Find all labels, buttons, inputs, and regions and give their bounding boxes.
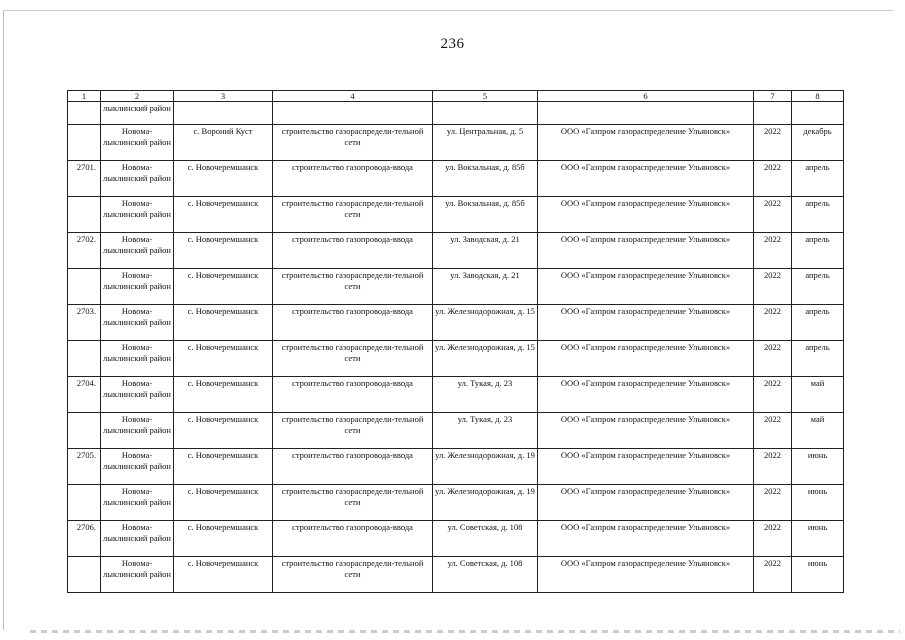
cell-month: июнь — [792, 521, 844, 557]
cell-year: 2022 — [754, 197, 792, 233]
cell-organization: ООО «Газпром газораспределение Ульяновск» — [538, 485, 754, 521]
column-header-2: 2 — [101, 91, 174, 102]
cell-year: 2022 — [754, 305, 792, 341]
gasification-table-wrapper — [67, 90, 843, 593]
cell-settlement: с. Новочеремшанск — [174, 269, 273, 305]
cell-year: 2022 — [754, 485, 792, 521]
cell-year: 2022 — [754, 161, 792, 197]
cell-settlement: с. Новочеремшанск — [174, 305, 273, 341]
cell-work: строительство газораспредели-тельной сети — [273, 557, 433, 593]
table-body — [68, 102, 844, 593]
cell-number: 2704. — [68, 377, 101, 413]
cell-settlement — [174, 102, 273, 125]
cell-address: ул. Железнодорожная, д. 15 — [433, 305, 538, 341]
cell-number — [68, 485, 101, 521]
cell-month: июнь — [792, 557, 844, 593]
cell-month: апрель — [792, 197, 844, 233]
cell-address: ул. Заводская, д. 21 — [433, 269, 538, 305]
table-row — [68, 521, 844, 557]
cell-address: ул. Заводская, д. 21 — [433, 233, 538, 269]
cell-year: 2022 — [754, 413, 792, 449]
cell-work: строительство газопровода-ввода — [273, 377, 433, 413]
cell-address: ул. Железнодорожная, д. 19 — [433, 485, 538, 521]
cell-year: 2022 — [754, 269, 792, 305]
cell-month: апрель — [792, 161, 844, 197]
cell-district: Новома-лыклинский район — [101, 305, 174, 341]
cell-work: строительство газораспредели-тельной сети — [273, 197, 433, 233]
cell-settlement: с. Новочеремшанск — [174, 449, 273, 485]
cell-address: ул. Советская, д. 108 — [433, 521, 538, 557]
cell-district: Новома-лыклинский район — [101, 269, 174, 305]
cell-address: ул. Вокзальная, д. 85б — [433, 197, 538, 233]
cell-number — [68, 341, 101, 377]
column-header-8: 8 — [792, 91, 844, 102]
cell-year: 2022 — [754, 449, 792, 485]
cell-year: 2022 — [754, 521, 792, 557]
cell-number: 2702. — [68, 233, 101, 269]
cell-settlement: с. Новочеремшанск — [174, 377, 273, 413]
cell-district: Новома-лыклинский район — [101, 161, 174, 197]
cell-district: Новома-лыклинский район — [101, 341, 174, 377]
table-row — [68, 413, 844, 449]
cell-settlement: с. Новочеремшанск — [174, 557, 273, 593]
cell-district: Новома-лыклинский район — [101, 557, 174, 593]
cell-address: ул. Железнодорожная, д. 19 — [433, 449, 538, 485]
cell-work: строительство газопровода-ввода — [273, 305, 433, 341]
column-header-3: 3 — [174, 91, 273, 102]
scan-bottom-noise — [30, 630, 900, 633]
cell-month: июнь — [792, 449, 844, 485]
cell-address: ул. Тукая, д. 23 — [433, 413, 538, 449]
cell-district: Новома-лыклинский район — [101, 521, 174, 557]
table-row-continuation — [68, 102, 844, 125]
cell-settlement: с. Новочеремшанск — [174, 233, 273, 269]
table-row — [68, 161, 844, 197]
cell-number — [68, 557, 101, 593]
scan-edge-top — [3, 10, 893, 11]
cell-month: апрель — [792, 341, 844, 377]
cell-organization: ООО «Газпром газораспределение Ульяновск» — [538, 161, 754, 197]
cell-organization: ООО «Газпром газораспределение Ульяновск» — [538, 413, 754, 449]
cell-year: 2022 — [754, 377, 792, 413]
column-header-6: 6 — [538, 91, 754, 102]
cell-organization: ООО «Газпром газораспределение Ульяновск» — [538, 305, 754, 341]
cell-month: май — [792, 413, 844, 449]
cell-year — [754, 102, 792, 125]
cell-address — [433, 102, 538, 125]
cell-address: ул. Тукая, д. 23 — [433, 377, 538, 413]
cell-work: строительство газопровода-ввода — [273, 161, 433, 197]
cell-work: строительство газопровода-ввода — [273, 449, 433, 485]
cell-work: строительство газораспредели-тельной сети — [273, 269, 433, 305]
table-row — [68, 233, 844, 269]
cell-organization: ООО «Газпром газораспределение Ульяновск» — [538, 233, 754, 269]
cell-district: Новома-лыклинский район — [101, 125, 174, 161]
cell-district: Новома-лыклинский район — [101, 197, 174, 233]
cell-organization: ООО «Газпром газораспределение Ульяновск» — [538, 197, 754, 233]
cell-month: июнь — [792, 485, 844, 521]
cell-district: Новома-лыклинский район — [101, 485, 174, 521]
cell-year: 2022 — [754, 125, 792, 161]
cell-number — [68, 413, 101, 449]
cell-settlement: с. Новочеремшанск — [174, 521, 273, 557]
cell-number: 2706. — [68, 521, 101, 557]
cell-district: Новома-лыклинский район — [101, 377, 174, 413]
cell-work: строительство газопровода-ввода — [273, 233, 433, 269]
cell-organization: ООО «Газпром газораспределение Ульяновск» — [538, 377, 754, 413]
cell-work: строительство газораспредели-тельной сети — [273, 413, 433, 449]
table-row — [68, 305, 844, 341]
cell-settlement: с. Новочеремшанск — [174, 197, 273, 233]
cell-settlement: с. Новочеремшанск — [174, 485, 273, 521]
table-row — [68, 449, 844, 485]
column-header-7: 7 — [754, 91, 792, 102]
cell-work: строительство газораспредели-тельной сети — [273, 485, 433, 521]
cell-organization: ООО «Газпром газораспределение Ульяновск» — [538, 269, 754, 305]
cell-settlement: с. Новочеремшанск — [174, 161, 273, 197]
cell-month — [792, 102, 844, 125]
cell-address: ул. Советская, д. 108 — [433, 557, 538, 593]
cell-settlement: с. Вороний Куст — [174, 125, 273, 161]
gasification-table — [67, 90, 844, 593]
column-header-5: 5 — [433, 91, 538, 102]
cell-work: строительство газораспредели-тельной сети — [273, 341, 433, 377]
page-number: 236 — [440, 36, 465, 52]
cell-organization: ООО «Газпром газораспределение Ульяновск» — [538, 125, 754, 161]
cell-number: 2703. — [68, 305, 101, 341]
table-row — [68, 377, 844, 413]
header-row — [68, 91, 844, 102]
cell-settlement: с. Новочеремшанск — [174, 413, 273, 449]
cell-month: декабрь — [792, 125, 844, 161]
cell-number — [68, 125, 101, 161]
cell-number — [68, 197, 101, 233]
column-header-1: 1 — [68, 91, 101, 102]
cell-month: май — [792, 377, 844, 413]
cell-work: строительство газораспредели-тельной сети — [273, 125, 433, 161]
cell-settlement: с. Новочеремшанск — [174, 341, 273, 377]
cell-address: ул. Вокзальная, д. 85б — [433, 161, 538, 197]
cell-district: Новома-лыклинский район — [101, 449, 174, 485]
cell-organization: ООО «Газпром газораспределение Ульяновск» — [538, 521, 754, 557]
cell-number: 2701. — [68, 161, 101, 197]
cell-number — [68, 269, 101, 305]
cell-year: 2022 — [754, 341, 792, 377]
table-header — [68, 91, 844, 102]
cell-month: апрель — [792, 233, 844, 269]
cell-district: лыклинский район — [101, 102, 174, 125]
cell-organization — [538, 102, 754, 125]
table-row — [68, 197, 844, 233]
cell-organization: ООО «Газпром газораспределение Ульяновск» — [538, 449, 754, 485]
table-row — [68, 557, 844, 593]
cell-month: апрель — [792, 305, 844, 341]
cell-year: 2022 — [754, 233, 792, 269]
cell-district: Новома-лыклинский район — [101, 233, 174, 269]
cell-address: ул. Центральная, д. 5 — [433, 125, 538, 161]
cell-number — [68, 102, 101, 125]
cell-number: 2705. — [68, 449, 101, 485]
cell-year: 2022 — [754, 557, 792, 593]
table-row — [68, 125, 844, 161]
table-row — [68, 269, 844, 305]
cell-organization: ООО «Газпром газораспределение Ульяновск» — [538, 557, 754, 593]
cell-district: Новома-лыклинский район — [101, 413, 174, 449]
scan-edge-left — [3, 10, 4, 630]
cell-month: апрель — [792, 269, 844, 305]
cell-work — [273, 102, 433, 125]
cell-address: ул. Железнодорожная, д. 15 — [433, 341, 538, 377]
table-row — [68, 341, 844, 377]
column-header-4: 4 — [273, 91, 433, 102]
cell-organization: ООО «Газпром газораспределение Ульяновск» — [538, 341, 754, 377]
table-row — [68, 485, 844, 521]
cell-work: строительство газопровода-ввода — [273, 521, 433, 557]
